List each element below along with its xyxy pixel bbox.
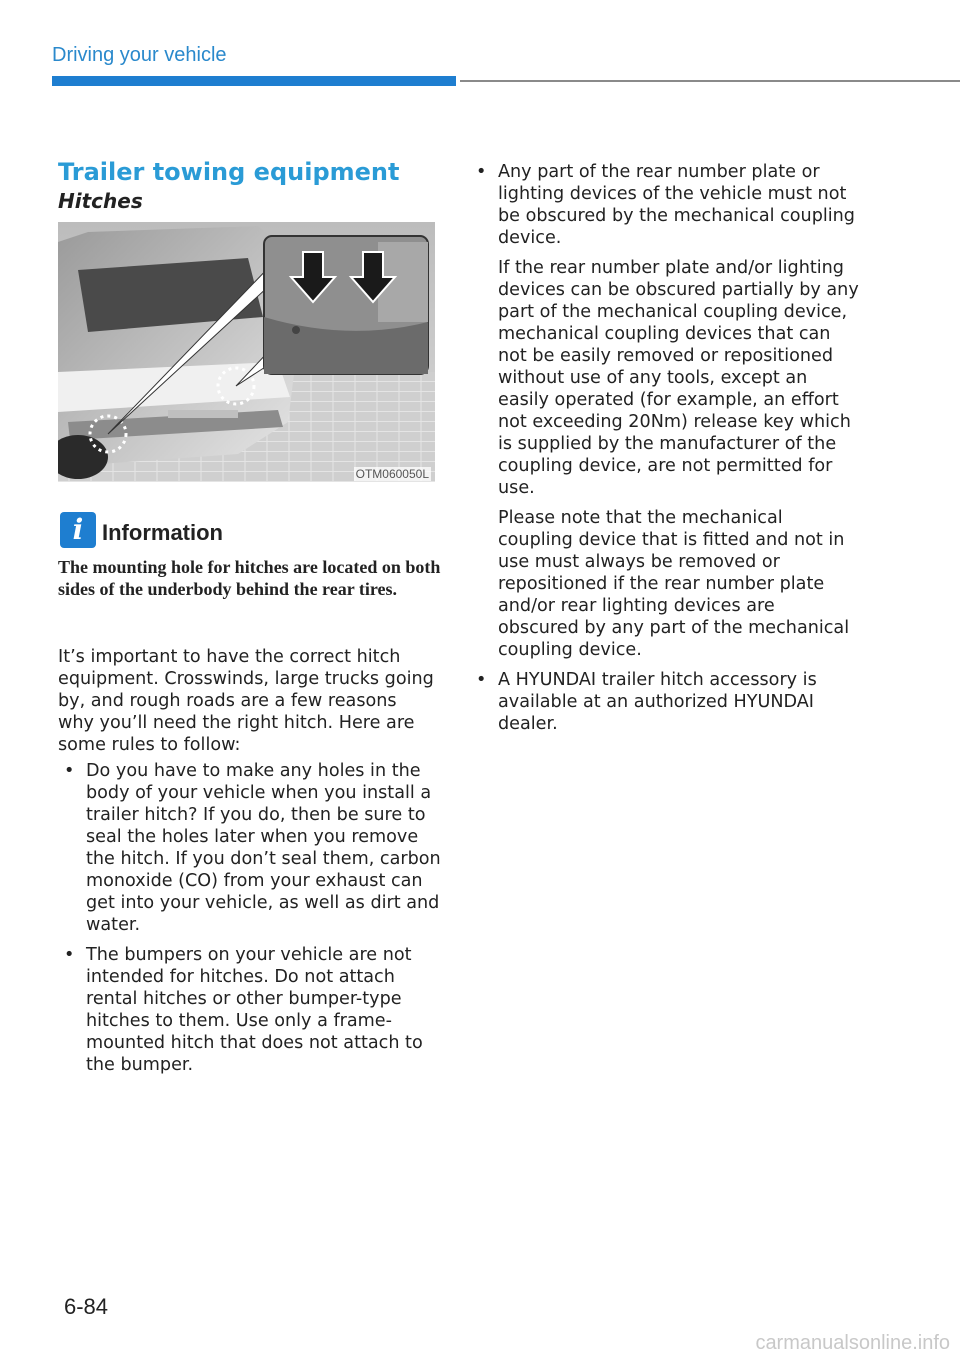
header-rule	[460, 80, 960, 82]
info-title: Information	[102, 520, 223, 545]
list-item	[470, 669, 860, 735]
info-icon: i	[60, 512, 96, 548]
list-item-text: Do you have to make any holes in the body of your vehicle when you install a trailer hitch? If you do, then be sure to seal the holes later when you remove the hitch. If you don’t seal them, carbon monoxide (CO) from your exhaust can get into your vehicle, as well as dirt and water.	[86, 761, 441, 935]
list-item-text: A HYUNDAI trailer hitch accessory is available at an authorized HYUNDAI dealer.	[498, 670, 817, 734]
list-item-paragraph: If the rear number plate and/or lighting devices can be obscured partially by any part of the mechanical coupling device, mechanical coupling devices that can not be easily removed or repositioned without use of any tools, except an easily operated (for example, an effort not exceeding 20Nm) release key which is supplied by the manufacturer of the coupling device, are not permitted for use.	[498, 258, 859, 498]
section-title: Trailer towing equipment	[58, 158, 400, 186]
info-body: The mounting hole for hitches are located on both sides of the underbody behind the rear tires.	[58, 557, 441, 599]
list-item-text: The bumpers on your vehicle are not intended for hitches. Do not attach rental hitches or other bumper-type hitches to them. Use only a frame-mounted hitch that does not attach to the bumper.	[86, 945, 423, 1075]
figure-code: OTM060050L	[355, 467, 429, 481]
list-item	[470, 161, 860, 661]
header-accent-bar	[52, 76, 456, 86]
list-item-paragraph: Please note that the mechanical coupling device that is fitted and not in use must always be removed or repositioned if the rear number plate and/or rear lighting devices are obscured by any part of the mechanical coupling device.	[498, 508, 850, 660]
hitch-illustration	[58, 222, 435, 482]
watermark: carmanualsonline.info	[755, 1332, 950, 1354]
list-item-text: Any part of the rear number plate or lighting devices of the vehicle must not be obscured by the mechanical coupling device.	[498, 162, 855, 248]
left-bullet-list	[58, 760, 444, 1084]
list-item	[58, 760, 444, 936]
bullet-icon: •	[476, 162, 487, 182]
hitch-illustration-drawing	[58, 222, 435, 482]
list-item	[58, 944, 444, 1076]
bullet-icon: •	[64, 761, 75, 781]
section-subtitle: Hitches	[58, 189, 143, 213]
bullet-icon: •	[476, 670, 487, 690]
bullet-icon: •	[64, 945, 75, 965]
header-title: Driving your vehicle	[52, 44, 227, 66]
intro-paragraph: It’s important to have the correct hitch equipment. Crosswinds, large trucks going by, and rough roads are a few reasons why you’ll need the right hitch. Here are some rules to follow:	[58, 647, 434, 755]
right-bullet-list	[470, 161, 860, 743]
page-number: 6-84	[64, 1294, 109, 1319]
